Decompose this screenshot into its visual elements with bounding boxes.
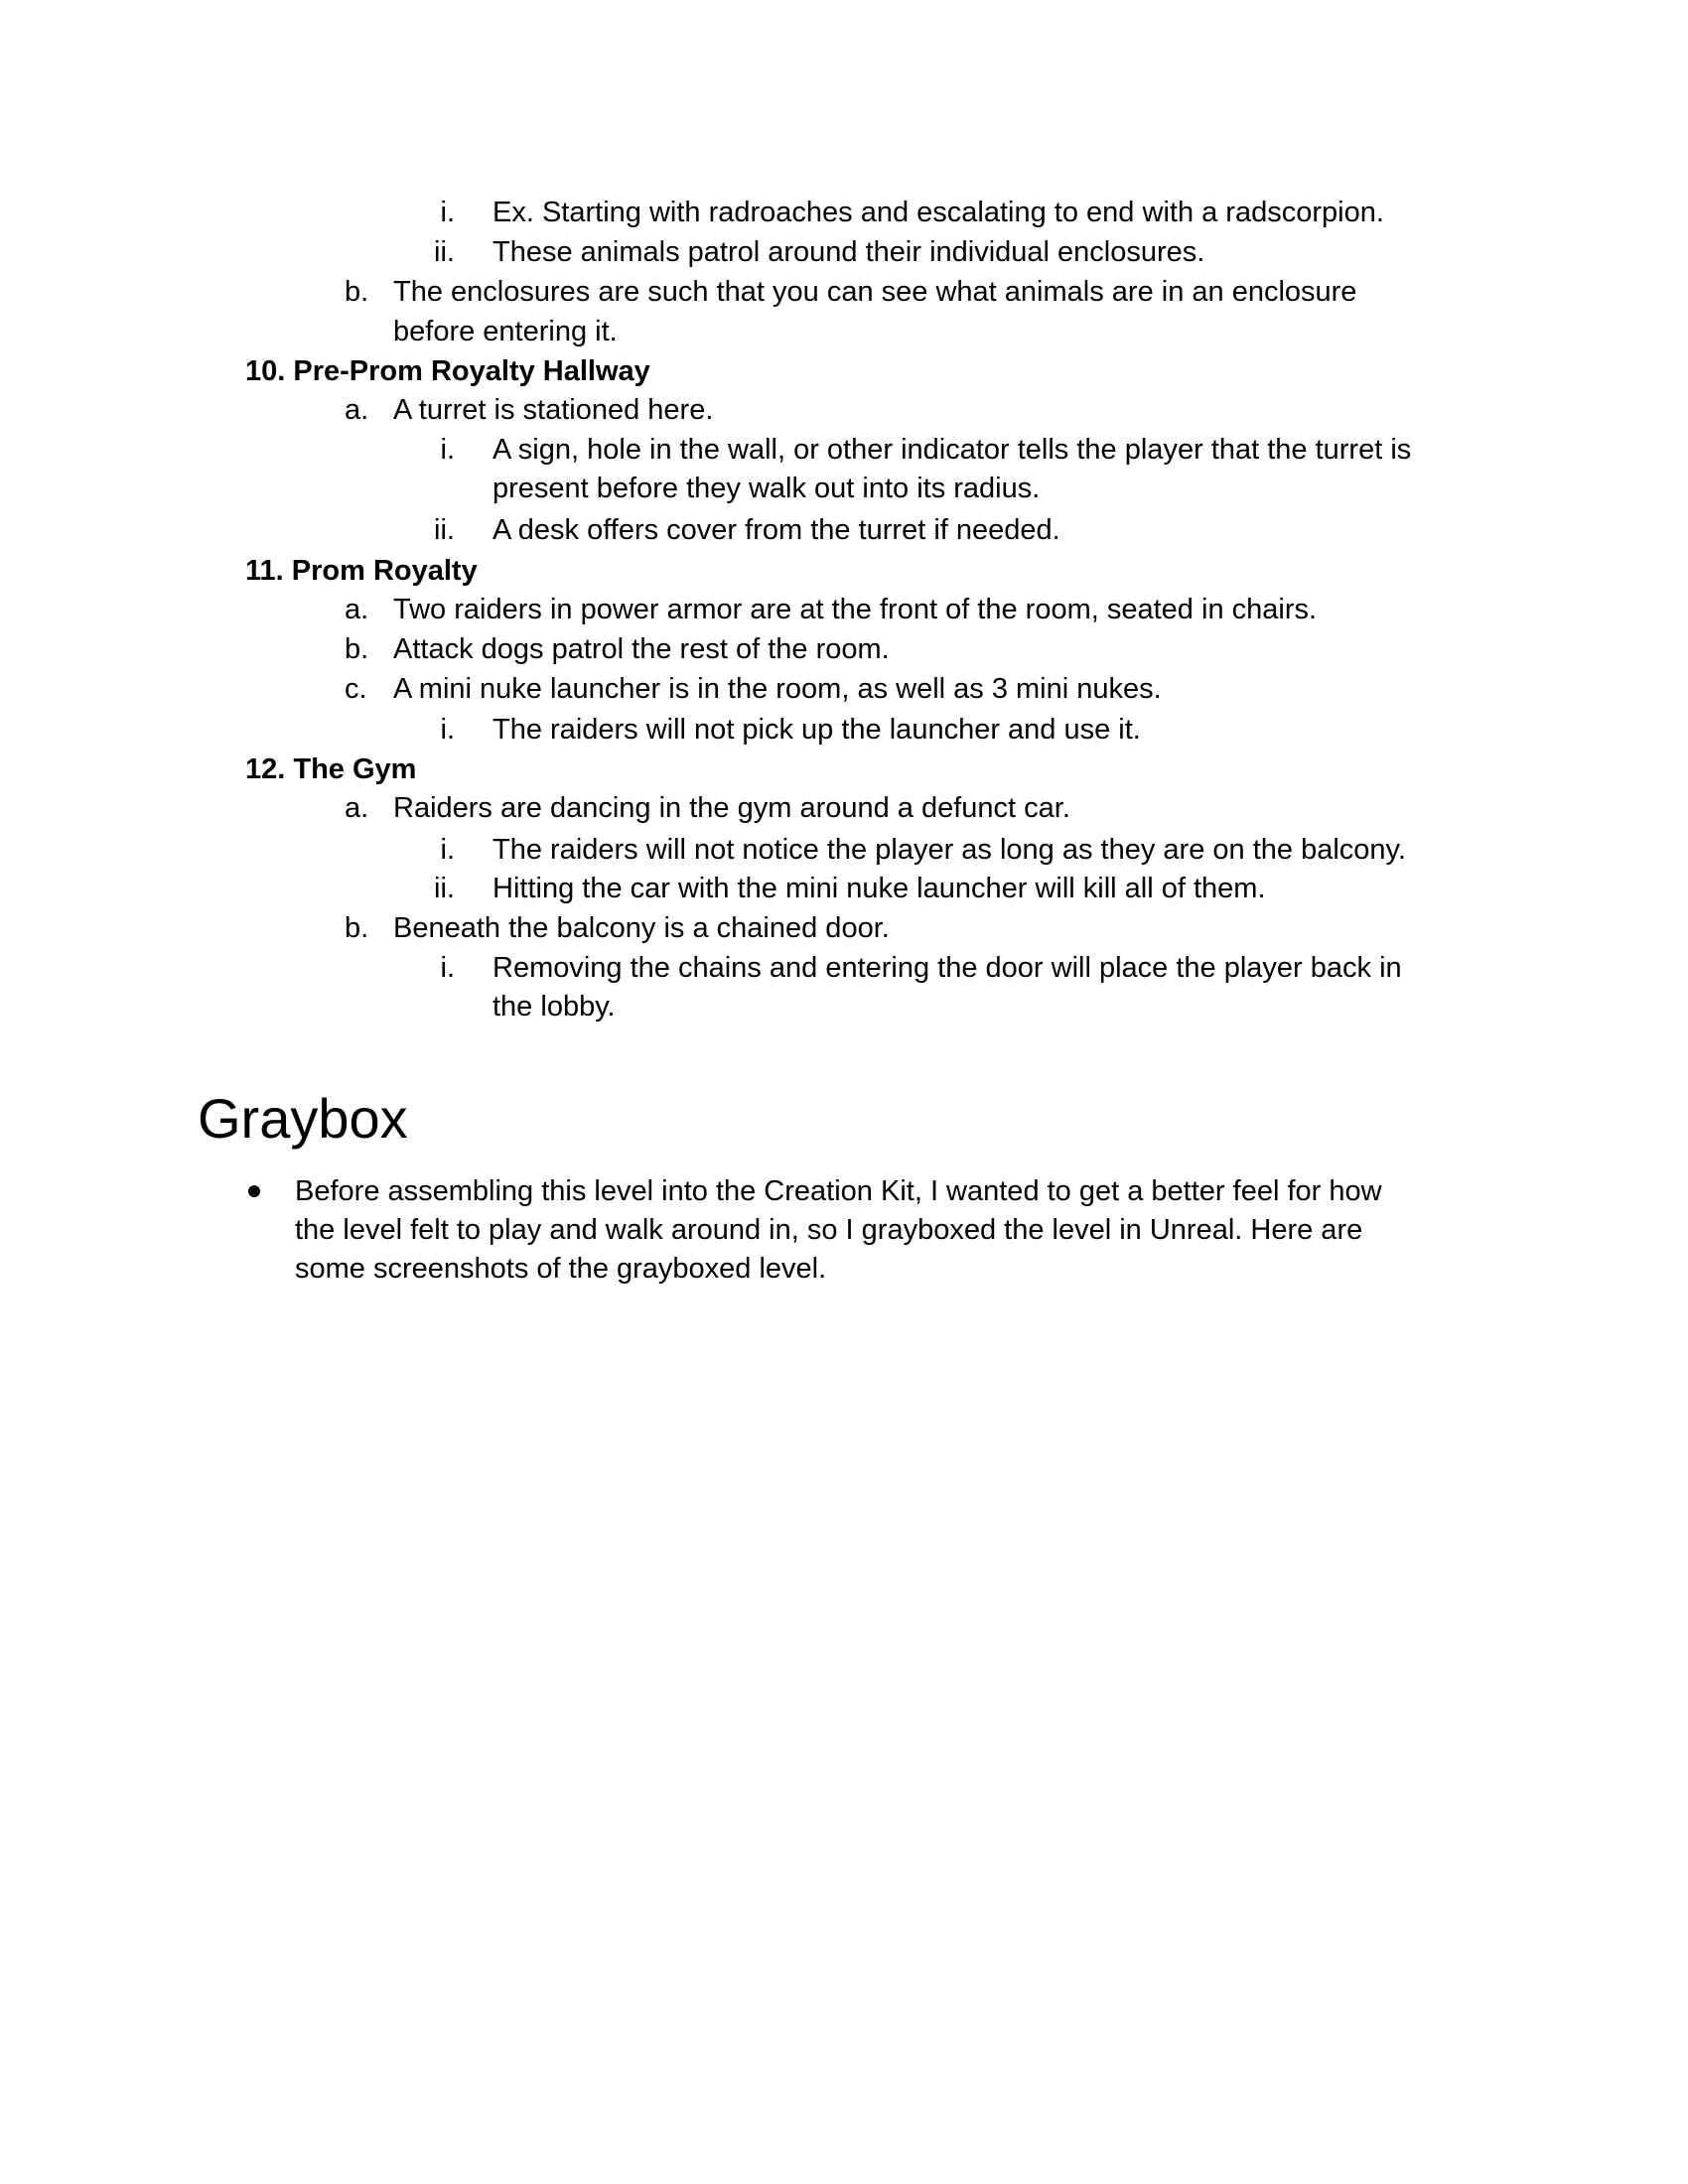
section-heading-graybox: Graybox [198, 1087, 408, 1150]
list-item-text: Attack dogs patrol the rest of the room. [393, 633, 890, 665]
list-item-text-continuation: present before they walk out into its radius. [492, 473, 1041, 504]
list-item-text: A mini nuke launcher is in the room, as well as 3 mini nukes. [393, 673, 1162, 705]
list-item-text: Beneath the balcony is a chained door. [393, 912, 890, 944]
list-marker: ii. [434, 236, 455, 268]
list-marker: b. [345, 633, 369, 665]
list-item-text: These animals patrol around their individual enclosures. [492, 236, 1205, 268]
list-item-text-continuation: the lobby. [492, 991, 616, 1023]
list-marker: c. [345, 673, 367, 705]
list-marker: b. [345, 912, 369, 944]
section-title-the-gym: 12. The Gym [245, 753, 417, 785]
list-marker: b. [345, 276, 369, 308]
list-item-text: A turret is stationed here. [393, 394, 714, 426]
list-item-text: A sign, hole in the wall, or other indicator tells the player that the turret is [492, 434, 1412, 466]
list-marker: i. [440, 714, 455, 746]
list-marker: a. [345, 792, 369, 824]
list-marker: ii. [434, 514, 455, 546]
list-marker: i. [440, 834, 455, 866]
list-item-text: The raiders will not notice the player as long as they are on the balcony. [492, 834, 1406, 866]
list-marker: ii. [434, 873, 455, 904]
bullet-text: Before assembling this level into the Creation Kit, I wanted to get a better feel for how [295, 1175, 1382, 1207]
list-marker: a. [345, 594, 369, 625]
list-item-text: Removing the chains and entering the door will place the player back in [492, 952, 1402, 984]
list-item-text-continuation: before entering it. [393, 316, 618, 347]
list-item-text: Raiders are dancing in the gym around a defunct car. [393, 792, 1070, 824]
list-item-text: Hitting the car with the mini nuke launcher will kill all of them. [492, 873, 1266, 904]
list-item-text: Ex. Starting with radroaches and escalating to end with a radscorpion. [492, 197, 1384, 228]
section-title-prom-royalty: 11. Prom Royalty [245, 555, 478, 587]
list-item-text: The raiders will not pick up the launcher and use it. [492, 714, 1141, 746]
list-item-text: Two raiders in power armor are at the front of the room, seated in chairs. [393, 594, 1318, 625]
bullet-icon [248, 1185, 260, 1197]
bullet-text-continuation: some screenshots of the grayboxed level. [295, 1253, 827, 1285]
bullet-text-continuation: the level felt to play and walk around in, so I grayboxed the level in Unreal. Here are [295, 1214, 1363, 1246]
list-item-text: A desk offers cover from the turret if needed. [492, 514, 1060, 546]
list-item-text: The enclosures are such that you can see what animals are in an enclosure [393, 276, 1357, 308]
list-marker: i. [440, 197, 455, 228]
section-title-pre-prom-royalty-hallway: 10. Pre-Prom Royalty Hallway [245, 355, 650, 387]
list-marker: i. [440, 434, 455, 466]
list-marker: a. [345, 394, 369, 426]
list-marker: i. [440, 952, 455, 984]
